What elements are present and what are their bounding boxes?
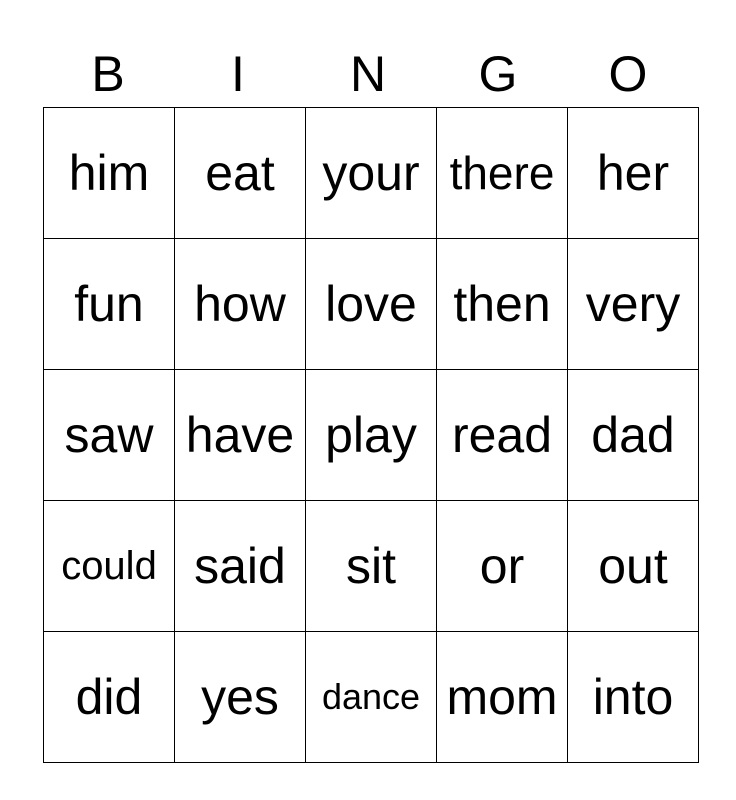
bingo-cell[interactable]: read <box>437 370 568 501</box>
bingo-cell[interactable]: mom <box>437 632 568 763</box>
bingo-cell[interactable]: did <box>44 632 175 763</box>
bingo-cell[interactable]: sit <box>306 501 437 632</box>
header-letter-b: B <box>91 46 125 102</box>
bingo-cell[interactable]: her <box>568 108 699 239</box>
bingo-cell[interactable]: how <box>175 239 306 370</box>
bingo-board <box>43 107 699 763</box>
bingo-header <box>43 44 693 104</box>
bingo-cell[interactable]: very <box>568 239 699 370</box>
bingo-cell[interactable]: love <box>306 239 437 370</box>
bingo-cell[interactable]: dad <box>568 370 699 501</box>
board-row <box>44 108 699 239</box>
board-row <box>44 370 699 501</box>
header-letter-o: O <box>608 46 648 102</box>
bingo-cell[interactable]: said <box>175 501 306 632</box>
bingo-cell[interactable]: could <box>44 501 175 632</box>
bingo-cell[interactable]: him <box>44 108 175 239</box>
bingo-cell[interactable]: have <box>175 370 306 501</box>
bingo-cell[interactable]: then <box>437 239 568 370</box>
header-letter-i: I <box>231 46 245 102</box>
bingo-cell[interactable]: fun <box>44 239 175 370</box>
header-letter-n: N <box>349 46 387 102</box>
board-row <box>44 239 699 370</box>
bingo-cell[interactable]: there <box>437 108 568 239</box>
bingo-cell[interactable]: yes <box>175 632 306 763</box>
bingo-cell[interactable]: or <box>437 501 568 632</box>
board-row <box>44 501 699 632</box>
header-letter-g: G <box>478 46 518 102</box>
bingo-cell[interactable]: dance <box>306 632 437 763</box>
bingo-cell[interactable]: out <box>568 501 699 632</box>
bingo-cell[interactable]: eat <box>175 108 306 239</box>
bingo-cell[interactable]: saw <box>44 370 175 501</box>
bingo-cell[interactable]: play <box>306 370 437 501</box>
bingo-cell[interactable]: your <box>306 108 437 239</box>
bingo-cell[interactable]: into <box>568 632 699 763</box>
board-row <box>44 632 699 763</box>
